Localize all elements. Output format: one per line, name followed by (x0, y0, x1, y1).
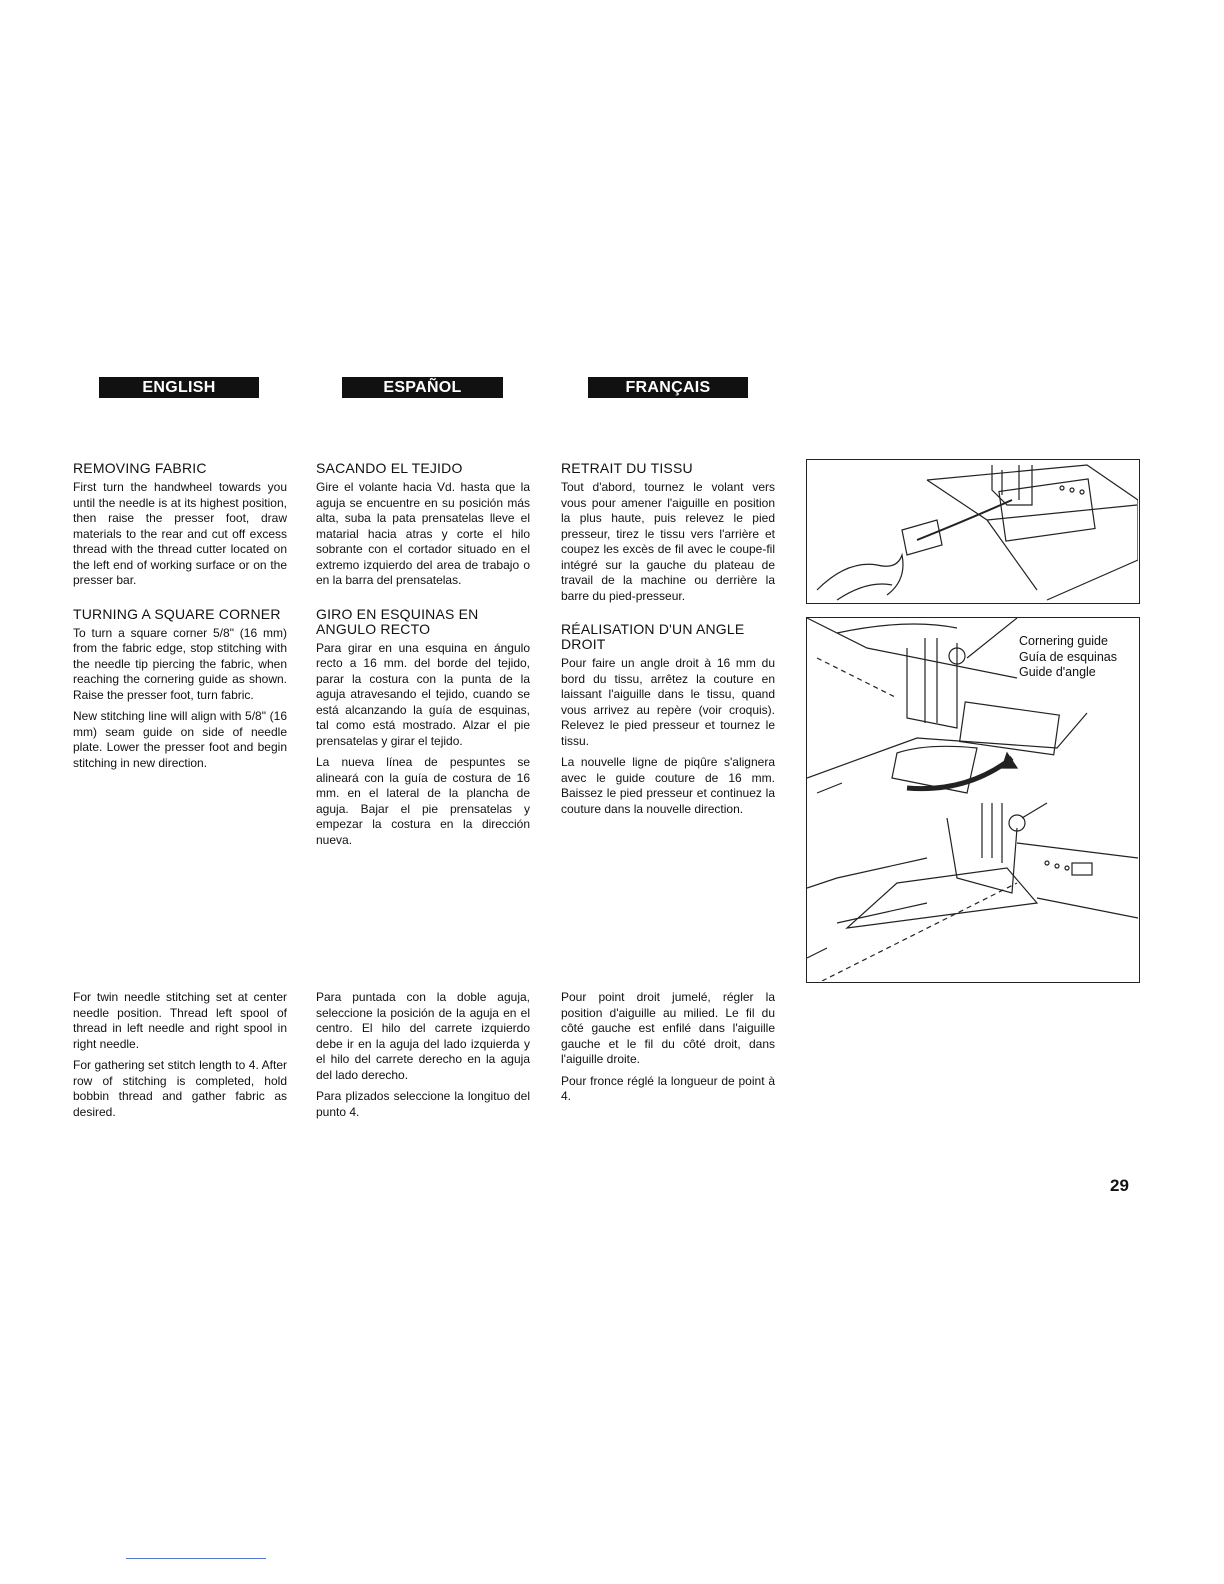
english-bottom (73, 990, 287, 1126)
francais-twin-text: Pour point droit jumelé, régler la position d'aiguille au milied. Le fil du côté gauche est enfilé dans l'aiguille gauche et le fil du côté droit, dans l'aiguille droite. (561, 990, 775, 1066)
francais-corner-text-1: Pour faire un angle droit à 16 mm du bord du tissu, arrêtez la couture en laissant l'aiguille dans le tissu, quand vous arrivez au repère (voir croquis). Relevez le pied presseur et tournez le tissu. (561, 656, 775, 748)
espanol-corner-title: GIRO EN ESQUINAS EN ANGULO RECTO (316, 605, 479, 637)
francais-removing-title: RETRAIT DU TISSU (561, 460, 693, 476)
banner-francais: FRANÇAIS (588, 377, 748, 398)
espanol-corner-text-1: Para girar en una esquina en ángulo recto a 16 mm. del borde del tejido, parar la costura con la punta de la aguja atravesando el tejido, cuando se está alcanzando la guía de esquinas, tal como está mostrado. Alzar el pie prensatelas y girar el tejido. (316, 640, 530, 748)
francais-bottom (561, 990, 775, 1111)
english-corner-text-2: New stitching line will align with 5/8" (16 mm) seam guide on side of needle plate. Lower the presser foot and begin stitching in new direction. (73, 709, 287, 770)
thread-cutter-drawing (807, 460, 1138, 602)
francais-gather-text: Pour fronce réglé la longueur de point à 4. (561, 1073, 775, 1103)
footer-rule (126, 1558, 266, 1559)
francais-corner-title: RÉALISATION D'UN ANGLE DROIT (561, 621, 745, 652)
callout-line-fr: Guide d'angle (1019, 665, 1096, 679)
page-number: 29 (1110, 1176, 1129, 1195)
banner-espanol: ESPAÑOL (342, 377, 503, 398)
english-removing-title: REMOVING FABRIC (73, 460, 207, 476)
english-removing-text: First turn the handwheel towards you until the needle is at its highest position, then raise the presser foot, draw materials to the rear and cut off excess thread with the thread cutter located on the left end of working surface or on the presser bar. (73, 480, 287, 587)
espanol-gather-text: Para plizados seleccione la longituo del punto 4. (316, 1089, 530, 1119)
english-corner-title: TURNING A SQUARE CORNER (73, 605, 281, 622)
callout-line-en: Cornering guide (1019, 634, 1108, 648)
francais-corner-text-2: La nouvelle ligne de piqûre s'alignera avec le guide couture de 16 mm. Baissez le pied presseur et continuez la couture dans la nouvelle direction. (561, 755, 775, 816)
espanol-removing-text: Gire el volante hacia Vd. hasta que la aguja se encuentre en su posición más alta, suba la pata prensatelas lleve el matarial hacia atras y corte el hilo sobrante con el cortador situado en el extremo izquierdo del area de trabajo o en la barra del prensatelas. (316, 480, 530, 587)
espanol-twin-text: Para puntada con la doble aguja, seleccione la posición de la aguja en el centro. El hilo del carrete izquierdo debe ir en la aguja del lado izquierda y el hilo del carrete derecho en la aguja del lado derecho. (316, 990, 530, 1082)
english-gather-text: For gathering set stitch length to 4. After row of stitching is completed, hold bobbin thread and gather fabric as desired. (73, 1058, 287, 1119)
francais-column (561, 461, 775, 823)
cornering-guide-callout (1019, 634, 1117, 681)
english-twin-text: For twin needle stitching set at center needle position. Thread left spool of thread in left needle and right spool in right needle. (73, 990, 287, 1051)
francais-removing-text: Tout d'abord, tournez le volant vers vous pour amener l'aiguille en position la plus haute, puis relevez le pied presseur, tirez le tissu vers l'arrière et coupez les excès de fil avec le coupe-fil intégré sur la gauche du plateau de travail de la machine ou derrière la barre du pied-presseur. (561, 480, 775, 603)
espanol-corner-text-2: La nueva línea de pespuntes se alineará con la guía de costura de 16 mm. en el lateral de la plancha de aguja. Bajar el pie prensatelas y empezar la costura en la dirección nueva. (316, 755, 530, 847)
english-column (73, 461, 287, 777)
espanol-removing-title: SACANDO EL TEJIDO (316, 460, 463, 476)
english-corner-text-1: To turn a square corner 5/8" (16 mm) from the fabric edge, stop stitching with the needle tip piercing the fabric, when reaching the cornering guide as shown. Raise the presser foot, turn fabric. (73, 625, 287, 702)
callout-line-es: Guía de esquinas (1019, 649, 1117, 664)
espanol-bottom (316, 990, 530, 1126)
banner-english: ENGLISH (99, 377, 259, 398)
espanol-column (316, 461, 530, 854)
removing-fabric-illustration (806, 459, 1140, 604)
